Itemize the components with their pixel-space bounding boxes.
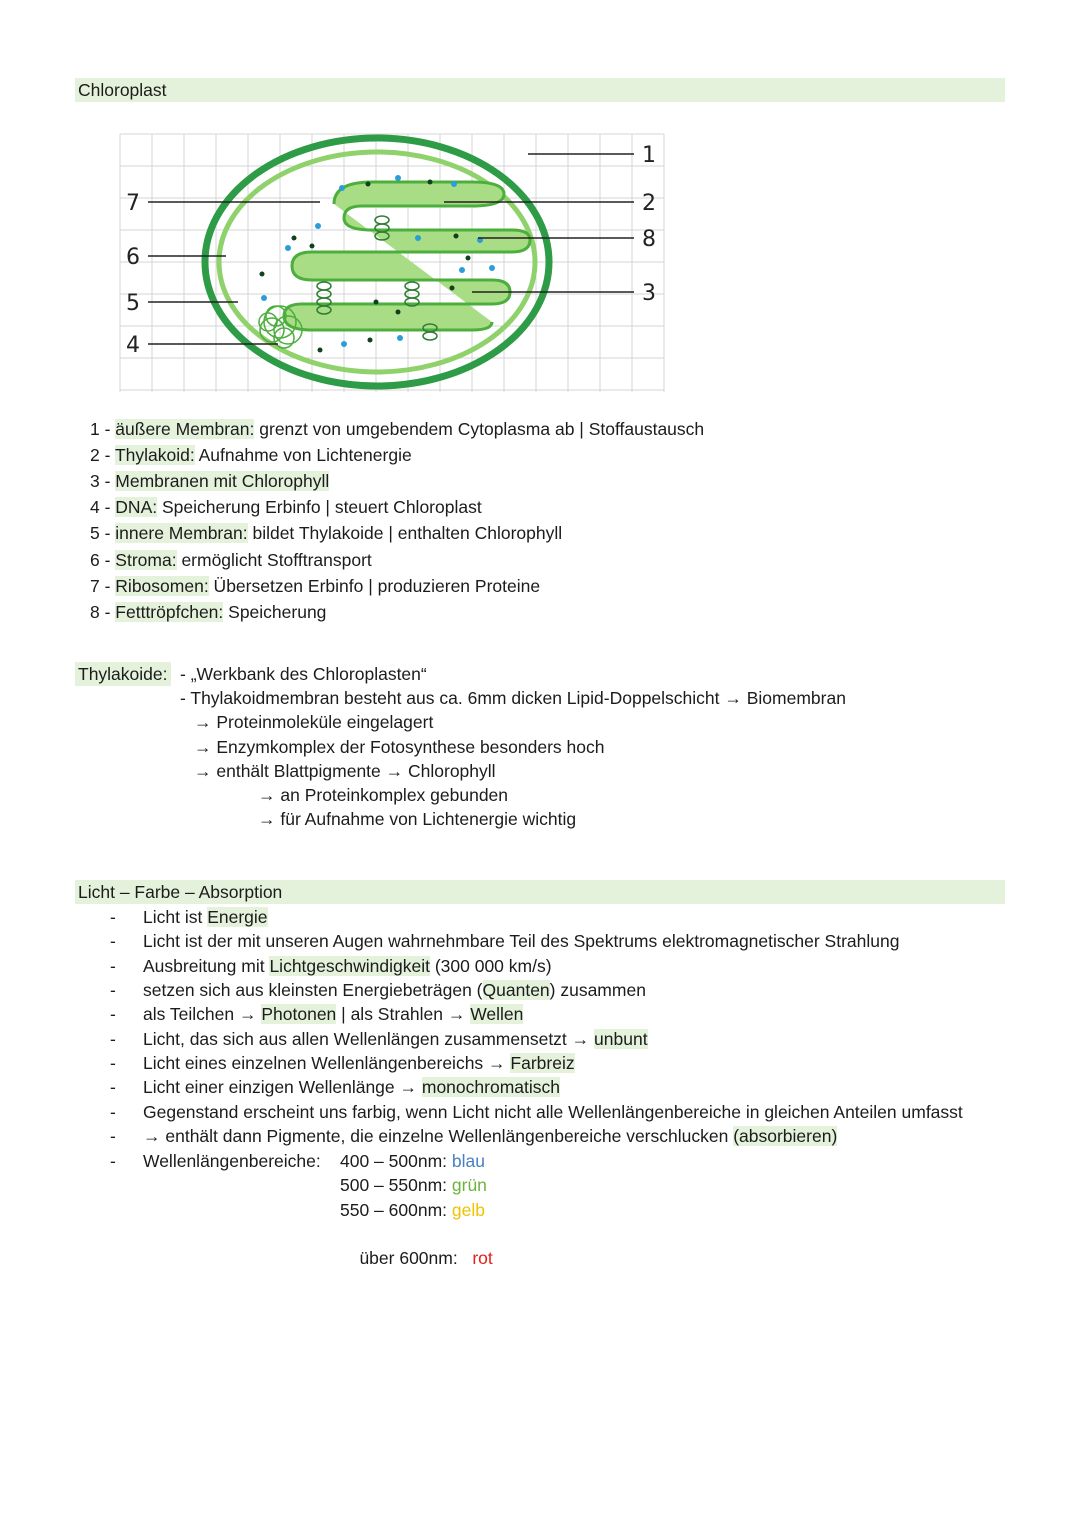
section-title-licht: Licht – Farbe – Absorption — [78, 882, 283, 902]
label-6: 6 — [126, 245, 140, 270]
list-item: setzen sich aus kleinsten Energiebeträgen (Quanten) zusammen — [143, 980, 646, 1000]
bullet-dash: - — [110, 1102, 116, 1122]
legend-item: 6 - Stroma: ermöglicht Stofftransport — [90, 550, 372, 570]
thylakoide-line: → enthält Blattpigmente → Chlorophyll — [194, 761, 496, 781]
thylakoid-membranes — [284, 182, 530, 330]
chloroplast-diagram — [112, 126, 672, 400]
label-5: 5 — [126, 291, 140, 316]
section-title-chloroplast: Chloroplast — [78, 80, 167, 100]
label-3: 3 — [642, 281, 656, 306]
list-item: als Teilchen → Photonen | als Strahlen → Wellen — [143, 1004, 524, 1024]
thylakoide-line: → für Aufnahme von Lichtenergie wichtig — [258, 809, 577, 829]
thylakoide-line: - „Werkbank des Chloroplasten“ — [180, 664, 427, 684]
bullet-dash: - — [110, 1151, 116, 1171]
section-bar-chloroplast — [75, 78, 1005, 102]
thylakoide-line: - Thylakoidmembran besteht aus ca. 6mm dicken Lipid-Doppelschicht → Biomembran — [180, 688, 846, 708]
label-2: 2 — [642, 191, 656, 216]
wavelength-row: 400 – 500nm: blau — [340, 1151, 485, 1171]
label-7: 7 — [126, 191, 140, 216]
legend-item: 7 - Ribosomen: Übersetzen Erbinfo | produzieren Proteine — [90, 576, 541, 596]
bullet-dash: - — [110, 980, 116, 1000]
list-item: Licht eines einzelnen Wellenlängenbereichs → Farbreiz — [143, 1053, 575, 1073]
thylakoide-line: → Proteinmoleküle eingelagert — [194, 712, 434, 732]
list-item: Ausbreitung mit Lichtgeschwindigkeit (300 000 km/s) — [143, 956, 552, 976]
legend-item: 4 - DNA: Speicherung Erbinfo | steuert Chloroplast — [90, 497, 482, 517]
thylakoide-line: → Enzymkomplex der Fotosynthese besonders hoch — [194, 737, 605, 757]
wavelength-row: 550 – 600nm: gelb — [340, 1200, 485, 1220]
list-item: Licht ist der mit unseren Augen wahrnehmbare Teil des Spektrums elektromagnetischer Strahlung — [143, 931, 900, 951]
bullet-dash: - — [110, 1053, 116, 1073]
label-8: 8 — [642, 227, 656, 252]
list-item: → enthält dann Pigmente, die einzelne Wellenlängenbereiche verschlucken (absorbieren) — [143, 1126, 838, 1146]
section-title-thylakoide: Thylakoide: — [75, 662, 171, 686]
wavelength-row: über 600nm: rot — [359, 1248, 493, 1268]
bullet-dash: - — [110, 1029, 116, 1049]
list-item: Gegenstand erscheint uns farbig, wenn Licht nicht alle Wellenlängenbereiche in gleichen Anteilen umfasst — [143, 1102, 963, 1122]
bullet-dash: - — [110, 1004, 116, 1024]
wavelength-row: 500 – 550nm: grün — [340, 1175, 487, 1195]
bullet-dash: - — [110, 1126, 116, 1146]
thylakoide-line: → an Proteinkomplex gebunden — [258, 785, 509, 805]
legend-item: 2 - Thylakoid: Aufnahme von Lichtenergie — [90, 445, 412, 465]
label-4: 4 — [126, 333, 140, 358]
list-item: Wellenlängenbereiche: — [143, 1151, 321, 1171]
list-item: Licht, das sich aus allen Wellenlängen zusammensetzt → unbunt — [143, 1029, 648, 1049]
bullet-dash: - — [110, 931, 116, 951]
legend-item: 1 - äußere Membran: grenzt von umgebendem Cytoplasma ab | Stoffaustausch — [90, 419, 705, 439]
bullet-dash: - — [110, 1077, 116, 1097]
bullet-dash: - — [110, 956, 116, 976]
legend-item: 8 - Fetttröpfchen: Speicherung — [90, 602, 327, 622]
legend-item: 5 - innere Membran: bildet Thylakoide | enthalten Chlorophyll — [90, 523, 563, 543]
list-item: Licht einer einzigen Wellenlänge → monochromatisch — [143, 1077, 560, 1097]
list-item: Licht ist Energie — [143, 907, 268, 927]
legend-item: 3 - Membranen mit Chlorophyll — [90, 471, 330, 491]
label-1: 1 — [642, 143, 656, 168]
bullet-dash: - — [110, 907, 116, 927]
